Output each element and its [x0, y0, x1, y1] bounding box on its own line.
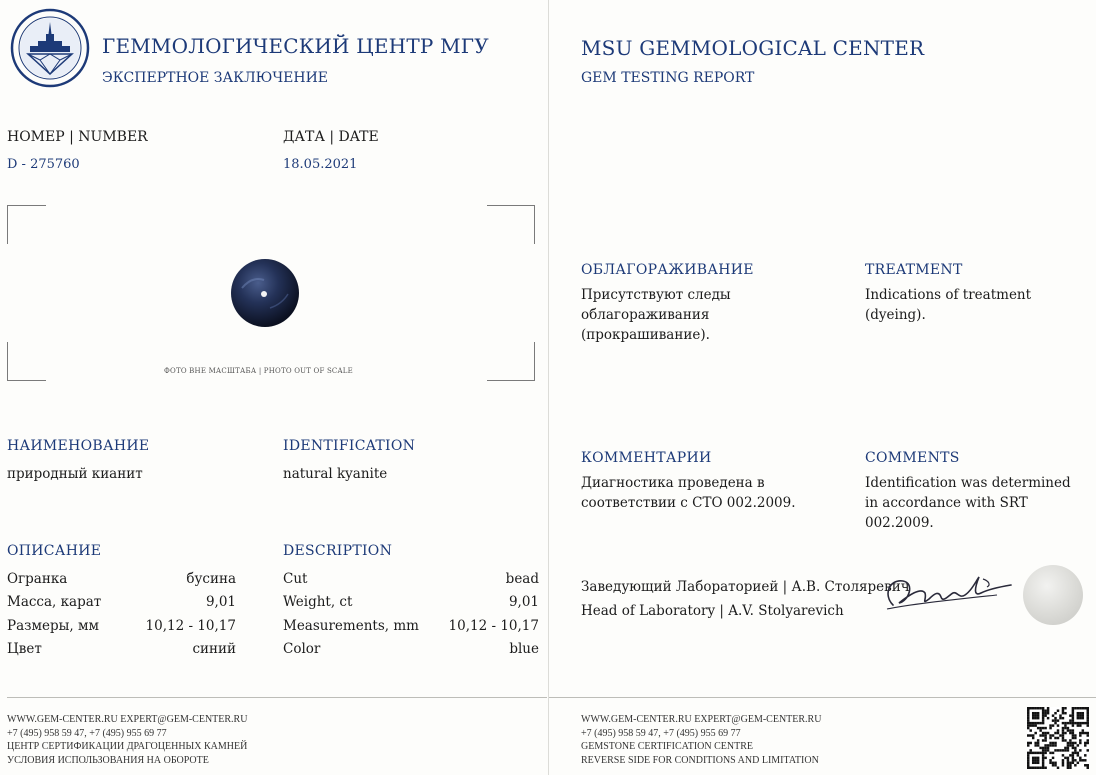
description-head-ru: ОПИСАНИЕ [7, 543, 102, 559]
date-label: ДАТА | DATE [283, 129, 379, 145]
comments-head-en: COMMENTS [865, 450, 960, 466]
identification-value-ru: природный кианит [7, 466, 143, 482]
desc-ru-value-color: синий [192, 641, 236, 657]
identification-head-ru: НАИМЕНОВАНИЕ [7, 438, 150, 454]
desc-ru-label-color: Цвет [7, 641, 42, 657]
signer-en: Head of Laboratory | A.V. Stolyarevich [581, 603, 844, 619]
treatment-head-ru: ОБЛАГОРАЖИВАНИЕ [581, 262, 754, 278]
footer-divider [7, 697, 547, 698]
desc-ru-value-weight: 9,01 [205, 594, 236, 610]
identification-value-en: natural kyanite [283, 466, 388, 482]
footer-left [7, 713, 407, 767]
footer-left-line: WWW.GEM-CENTER.RU EXPERT@GEM-CENTER.RU [7, 714, 248, 725]
footer-right-line: WWW.GEM-CENTER.RU EXPERT@GEM-CENTER.RU [581, 714, 822, 725]
number-value: D - 275760 [7, 157, 80, 172]
desc-ru-value-measurements: 10,12 - 10,17 [145, 618, 236, 634]
desc-en-value-color: blue [509, 641, 539, 657]
msu-logo-icon [10, 8, 90, 88]
identification-head-en: IDENTIFICATION [283, 438, 416, 454]
center-title-ru: ГЕММОЛОГИЧЕСКИЙ ЦЕНТР МГУ [102, 34, 489, 58]
desc-en-label-weight: Weight, ct [283, 594, 353, 610]
footer-left-line: +7 (495) 958 59 47, +7 (495) 955 69 77 [7, 727, 167, 739]
signature-image [879, 565, 1019, 620]
right-page [549, 0, 1096, 775]
report-subtitle-en: GEM TESTING REPORT [581, 70, 755, 86]
footer-right-line: +7 (495) 958 59 47, +7 (495) 955 69 77 [581, 727, 741, 739]
treatment-text-ru: Присутствуют следы облагораживания (прокрашивание). [581, 287, 731, 343]
desc-en-label-cut: Cut [283, 571, 308, 587]
desc-ru-value-cut: бусина [186, 571, 236, 587]
date-value: 18.05.2021 [283, 157, 358, 172]
number-label: НОМЕР | NUMBER [7, 129, 148, 145]
comments-head-ru: КОММЕНТАРИИ [581, 450, 712, 466]
gem-bead-photo [230, 258, 300, 328]
desc-ru-label-cut: Огранка [7, 571, 68, 587]
comments-text-ru: Диагностика проведена в соответствии с СТО 002.2009. [581, 475, 796, 511]
qr-code [1027, 707, 1089, 769]
hologram-seal [1023, 565, 1083, 625]
desc-en-label-measurements: Measurements, mm [283, 618, 419, 634]
desc-en-value-weight: 9,01 [508, 594, 539, 610]
report-subtitle-ru: ЭКСПЕРТНОЕ ЗАКЛЮЧЕНИЕ [102, 70, 329, 86]
comments-text-en: Identification was determined in accordance with SRT 002.2009. [865, 475, 1071, 531]
description-head-en: DESCRIPTION [283, 543, 393, 559]
treatment-text-en: Indications of treatment (dyeing). [865, 287, 1032, 323]
treatment-head-en: TREATMENT [865, 262, 963, 278]
desc-ru-label-weight: Масса, карат [7, 594, 102, 610]
desc-ru-label-measurements: Размеры, мм [7, 618, 99, 634]
desc-en-label-color: Color [283, 641, 321, 657]
footer-right [581, 713, 961, 767]
footer-divider [549, 697, 1096, 698]
footer-right-line: GEMSTONE CERTIFICATION CENTRE [581, 741, 753, 752]
signer-ru: Заведующий Лабораторией | А.В. Столяревич [581, 579, 910, 595]
center-title-en: MSU GEMMOLOGICAL CENTER [581, 36, 925, 60]
photo-caption: ФОТО ВНЕ МАСШТАБА | PHOTO OUT OF SCALE [164, 367, 353, 375]
desc-en-value-cut: bead [505, 571, 539, 587]
desc-en-value-measurements: 10,12 - 10,17 [448, 618, 539, 634]
footer-left-line: ЦЕНТР СЕРТИФИКАЦИИ ДРАГОЦЕННЫХ КАМНЕЙ [7, 741, 248, 752]
footer-left-line: УСЛОВИЯ ИСПОЛЬЗОВАНИЯ НА ОБОРОТЕ [7, 754, 209, 766]
footer-right-line: REVERSE SIDE FOR CONDITIONS AND LIMITATION [581, 754, 819, 766]
